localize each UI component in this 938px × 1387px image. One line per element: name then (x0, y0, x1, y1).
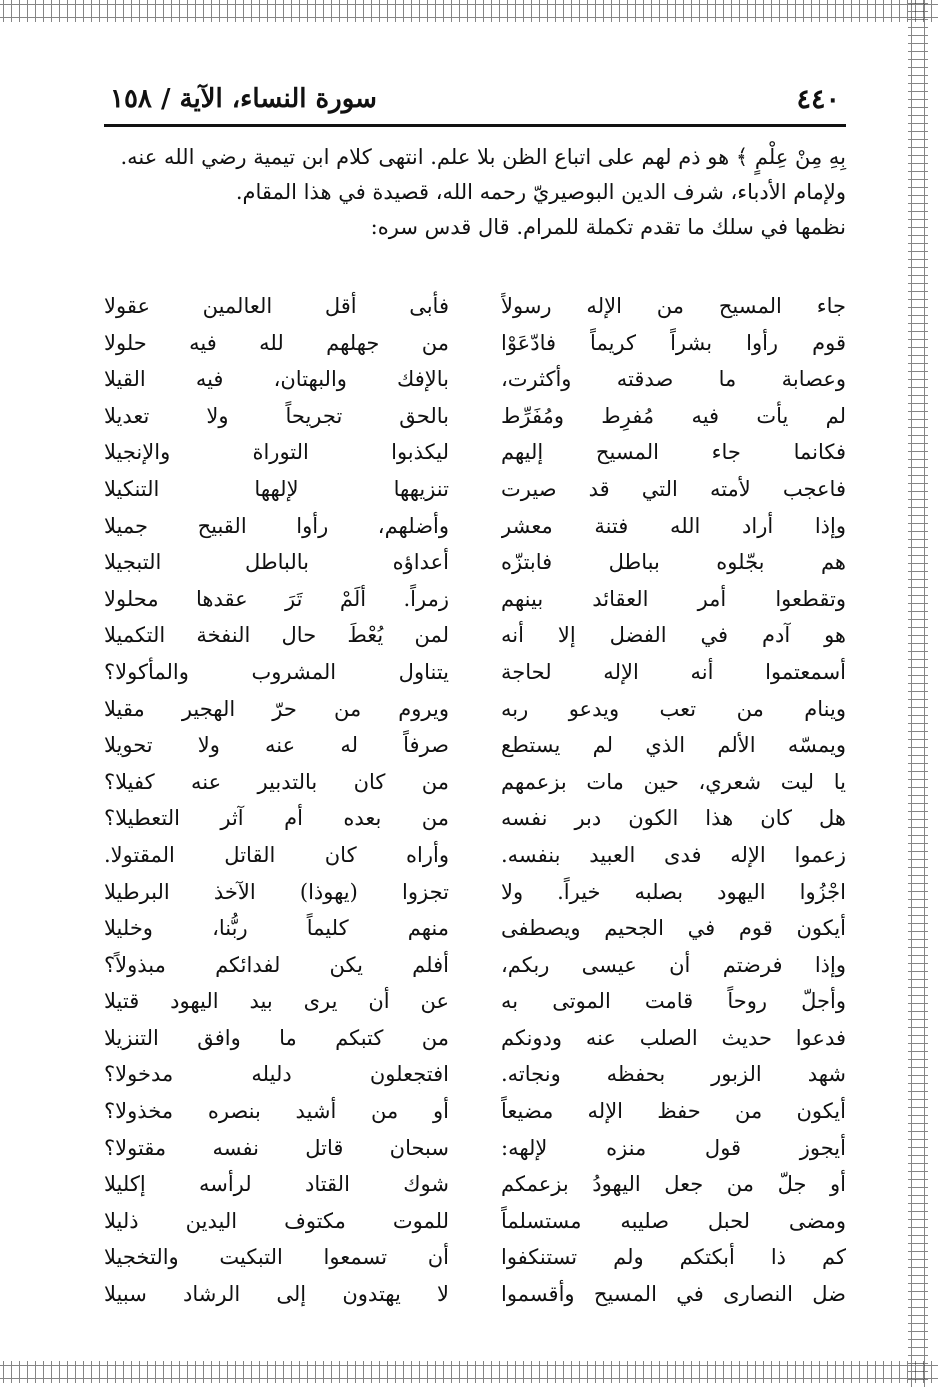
verse-second-hemistich: من كان بالتدبير عنه كفيلا؟ (104, 769, 449, 794)
verse-second-hemistich: تجزوا (يهوذا) الآخذ البرطيلا (104, 879, 449, 904)
verse-first-hemistich: أيكون من حفظ الإله مضيعاً (501, 1099, 846, 1124)
verse-first-hemistich: قوم رأوا بشراً كريماً فادّعَوْا (501, 330, 846, 355)
verse-first-hemistich: أيجوز قول منزه لإلهه: (501, 1135, 846, 1160)
verse-first-hemistich: ويمسّه الألم الذي لم يستطع (501, 733, 846, 758)
poem (104, 288, 846, 1348)
decorative-border-top (0, 0, 938, 22)
verse-second-hemistich: فأبى أقل العالمين عقولا (104, 294, 449, 318)
verse-first-hemistich: وأجلّ روحاً قامت الموتى به (501, 989, 846, 1014)
verse-second-hemistich: وأراه كان القاتل المقتولا. (104, 842, 449, 867)
verse-second-hemistich: تنزيهها لإلهها التنكيلا (104, 476, 449, 501)
verse-first-hemistich: هو آدم في الفضل إلا أنه (501, 623, 846, 648)
verse-second-hemistich: ليكذبوا التوراة والإنجيلا (104, 440, 449, 465)
verse-first-hemistich: كم ذا أبكتكم ولم تستنكفوا (501, 1245, 846, 1270)
verse-first-hemistich: زعموا الإله فدى العبيد بنفسه. (501, 842, 846, 867)
running-title: سورة النساء، الآية / ١٥٨ (110, 84, 377, 114)
verse-second-hemistich: من بعده أم آثر التعطيلا؟ (104, 806, 449, 831)
verse-first-hemistich: يا ليت شعري، حين مات بزعمهم (501, 769, 846, 794)
intro-line: ولإمام الأدباء، شرف الدين البوصيريّ رحمه الله، قصيدة في هذا المقام. (235, 180, 846, 204)
verse-second-hemistich: أو من أشيد بنصره مخذولا؟ (104, 1099, 449, 1124)
verse-first-hemistich: هم بجّلوه بباطل فابتزّه (501, 550, 846, 575)
page-header (104, 80, 846, 122)
verse-second-hemistich: بالحق تجريحاً ولا تعديلا (104, 403, 449, 428)
verse-first-hemistich: أسمعتموا أنه الإله لحاجة (501, 659, 846, 684)
verse-second-hemistich: لمن يُعْطَ حال النفخة التكميلا (104, 623, 449, 648)
verse-first-hemistich: وتقطعوا أمر العقائد بينهم (501, 586, 846, 611)
poem-right-column (501, 288, 846, 1313)
verse-second-hemistich: أفلم يكن لفدائكم مبذولاً؟ (104, 952, 449, 977)
verse-first-hemistich: هل كان هذا الكون دبر نفسه (501, 806, 846, 831)
verse-second-hemistich: من كتبكم ما وافق التنزيلا (104, 1025, 449, 1050)
verse-first-hemistich: فدعوا حديث الصلب عنه ودونكم (501, 1025, 846, 1050)
verse-second-hemistich: ويروم من حرّ الهجير مقيلا (104, 696, 449, 721)
verse-second-hemistich: افتجعلون دليله مدخولا؟ (104, 1062, 449, 1087)
verse-first-hemistich: وإذا فرضتم أن عيسى ربكم، (501, 952, 846, 977)
verse-first-hemistich: وعصابة ما صدقته وأكثرت، (501, 367, 846, 392)
intro-line: نظمها في سلك ما تقدم تكملة للمرام. قال قدس سره: (370, 215, 846, 239)
verse-first-hemistich: فكانما جاء المسيح إليهم (501, 440, 846, 465)
decorative-border-right (908, 0, 928, 1387)
verse-first-hemistich: ومضى لحبل صليبه مستسلماً (501, 1208, 846, 1233)
verse-second-hemistich: أن تسمعوا التبكيت والتخجيلا (104, 1245, 449, 1270)
verse-first-hemistich: جاء المسيح من الإله رسولاً (501, 294, 846, 318)
verse-second-hemistich: سبحان قاتل نفسه مقتولا؟ (104, 1135, 449, 1160)
verse-first-hemistich: شهد الزبور بحفظه ونجاته. (501, 1062, 846, 1087)
verse-first-hemistich: أيكون قوم في الجحيم ويصطفى (501, 916, 846, 941)
verse-first-hemistich: لم يأت فيه مُفرِط ومُفَرِّط (501, 403, 846, 428)
verse-second-hemistich: لا يهتدون إلى الرشاد سبيلا (104, 1282, 449, 1307)
intro-paragraph (104, 140, 846, 245)
header-rule (104, 124, 846, 127)
verse-second-hemistich: بالإفك والبهتان، فيه القيلا (104, 367, 449, 392)
verse-first-hemistich: ضل النصارى في المسيح وأقسموا (501, 1282, 846, 1307)
poem-left-column (104, 288, 449, 1313)
verse-second-hemistich: يتناول المشروب والمأكولا؟ (104, 659, 449, 684)
decorative-border-bottom (0, 1361, 938, 1383)
verse-second-hemistich: زمراً. ألَمْ تَرَ عقدها محلولا (104, 586, 449, 611)
verse-second-hemistich: منهم كليماً ربُّنا، وخليلا (104, 916, 449, 941)
verse-first-hemistich: وإذا أراد الله فتنة معشر (501, 513, 846, 538)
verse-second-hemistich: للموت مكتوف اليدين ذليلا (104, 1208, 449, 1233)
verse-second-hemistich: من جهلهم لله فيه حلولا (104, 330, 449, 355)
page-number: ٤٤٠ (796, 84, 840, 115)
verse-first-hemistich: أو جلّ من جعل اليهودُ بزعمكم (501, 1172, 846, 1197)
verse-second-hemistich: وأضلهم، رأوا القبيح جميلا (104, 513, 449, 538)
verse-second-hemistich: عن أن يرى بيد اليهود قتيلا (104, 989, 449, 1014)
verse-first-hemistich: وينام من تعب ويدعو ربه (501, 696, 846, 721)
verse-first-hemistich: فاعجب لأمته التي قد صيرت (501, 476, 846, 501)
verse-first-hemistich: اجْزُوا اليهود بصلبه خيراً. ولا (501, 879, 846, 904)
verse-second-hemistich: صرفاً له عنه ولا تحويلا (104, 733, 449, 758)
verse-second-hemistich: أعداؤه بالباطل التبجيلا (104, 550, 449, 575)
intro-line: بِهِ مِنْ عِلْمٍ ﴾ هو ذم لهم على اتباع الظن بلا علم. انتهى كلام ابن تيمية رضي الله عنه. (120, 145, 846, 169)
verse-second-hemistich: شوك القتاد لرأسه إكليلا (104, 1172, 449, 1197)
